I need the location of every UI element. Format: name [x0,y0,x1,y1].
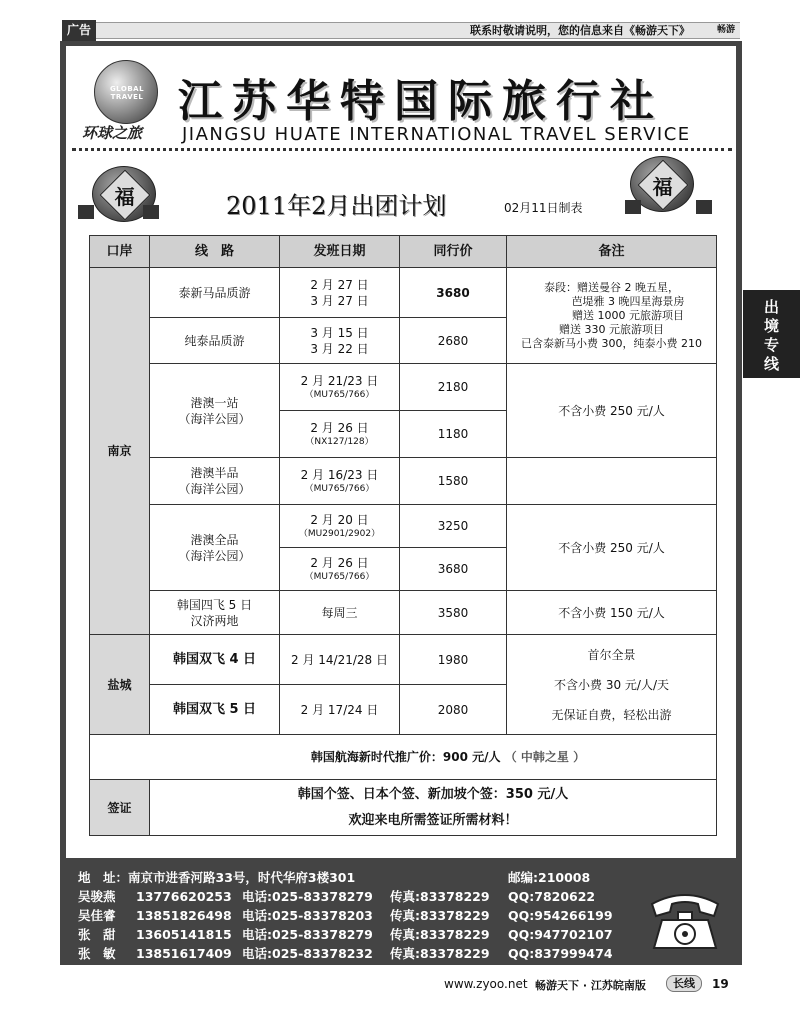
table-header-row [90,236,717,268]
lantern-tassel-icon [78,205,94,219]
date-cell: 2 月 26 日 （MU765/766） [280,548,400,591]
note-cell-empty [507,458,717,505]
company-name-cn: 江苏华特国际旅行社 [178,76,664,127]
date-cell: 2 月 20 日 （MU2901/2902） [280,505,400,548]
contact-row: 张 敏 13851617409 电话:025-83378232 传真:83378229 QQ:837999474 [78,946,613,961]
col-header: 口岸 [90,236,150,268]
note-cell-hk1: 不含小费 250 元/人 [507,364,717,458]
price-cell: 3250 [400,505,507,548]
price-cell: 2180 [400,364,507,411]
visa-cell: 韩国个签、日本个签、新加坡个签：350 元/人 欢迎来电所需签证所需材料！ [150,780,717,836]
date-cell: 2 月 26 日 （NX127/128） [280,411,400,458]
date-cell: 3 月 15 日 3 月 22 日 [280,318,400,364]
route-cell: 韩国双飞 5 日 [150,685,280,735]
lantern-tassel-icon [143,205,159,219]
promo-row [90,735,717,780]
footer-url[interactable]: www.zyoo.net [444,977,528,991]
magazine-logo: 畅游 [716,25,735,35]
divider [72,148,732,151]
table-row [90,635,717,685]
price-cell: 2080 [400,685,507,735]
footer-publication: 畅游天下 · 江苏皖南版 [535,979,646,992]
table-row [90,364,717,411]
lantern-tassel-icon [696,200,712,214]
lantern-tassel-icon [625,200,641,214]
col-header: 同行价 [400,236,507,268]
note-cell-yancheng: 首尔全景 不含小费 30 元/人/天 无保证自费，轻松出游 [507,635,717,735]
price-cell: 1980 [400,635,507,685]
header-note: 联系时敬请说明，您的信息来自《畅游天下》 [470,24,690,37]
price-cell: 1180 [400,411,507,458]
address-row [78,868,678,887]
contact-row: 吴骏燕 13776620253 电话:025-83378279 传真:83378229 QQ:7820622 [78,889,596,904]
note-cell-thai: 泰段：赠送曼谷 2 晚五星， 芭堤雅 3 晚四星海景房 赠送 1000 元旅游项目 赠送 330 元旅游项目 已含泰新马小费 300，纯泰小费 210 [507,268,717,364]
route-cell: 泰新马品质游 [150,268,280,318]
price-cell: 2680 [400,318,507,364]
city-visa: 签证 [90,780,150,836]
address: 地 址：南京市进香河路33号，时代华府3楼301 [78,870,356,885]
company-name-en: JIANGSU HUATE INTERNATIONAL TRAVEL SERVICE [182,124,691,145]
contact-row: 吴佳睿 13851826498 电话:025-83378203 传真:83378229 QQ:954266199 [78,908,613,923]
table-row [90,458,717,505]
route-cell: 韩国双飞 4 日 [150,635,280,685]
plan-title: 2011年2月出团计划 [226,192,447,220]
brand-slogan: 环球之旅 [82,124,143,142]
table-row [90,268,717,318]
route-cell: 港澳半品 （海洋公园） [150,458,280,505]
date-cell: 2 月 27 日 3 月 27 日 [280,268,400,318]
price-cell: 1580 [400,458,507,505]
contact-block [78,868,678,963]
globe-logo-icon: GLOBAL TRAVEL [94,60,158,124]
lantern-icon: 福 [630,156,694,212]
price-cell: 3580 [400,591,507,635]
date-cell: 每周三 [280,591,400,635]
promo-cell: 韩国航海新时代推广价：900 元/人 （ 中韩之星 ） [90,735,717,780]
route-cell: 港澳全品 （海洋公园） [150,505,280,591]
lantern-icon: 福 [92,166,156,222]
table-row [90,591,717,635]
route-cell: 港澳一站 （海洋公园） [150,364,280,458]
route-cell: 韩国四飞 5 日 汉济两地 [150,591,280,635]
price-cell: 3680 [400,268,507,318]
price-cell: 3680 [400,548,507,591]
ad-tag: 广告 [62,20,96,41]
footer-section-tag: 长线 [666,975,702,992]
col-header: 发班日期 [280,236,400,268]
note-cell-hk2: 不含小费 250 元/人 [507,505,717,591]
date-cell: 2 月 21/23 日 （MU765/766） [280,364,400,411]
zip-code: 邮编:210008 [508,870,591,885]
note-cell-korea: 不含小费 150 元/人 [507,591,717,635]
visa-row [90,780,717,836]
table-row [90,505,717,548]
date-cell: 2 月 16/23 日 （MU765/766） [280,458,400,505]
contact-row: 张 甜 13605141815 电话:025-83378279 传真:83378229 QQ:947702107 [78,927,613,942]
col-header: 备注 [507,236,717,268]
city-nanjing: 南京 [90,268,150,635]
city-yancheng: 盐城 [90,635,150,735]
side-tab-outbound: 出 境 专 线 [743,290,800,378]
plan-date: 02月11日制表 [504,201,583,215]
date-cell: 2 月 14/21/28 日 [280,635,400,685]
date-cell: 2 月 17/24 日 [280,685,400,735]
telephone-icon [648,886,722,954]
col-header: 线 路 [150,236,280,268]
route-cell: 纯泰品质游 [150,318,280,364]
page-number: 19 [712,977,729,991]
tour-table [89,235,717,836]
